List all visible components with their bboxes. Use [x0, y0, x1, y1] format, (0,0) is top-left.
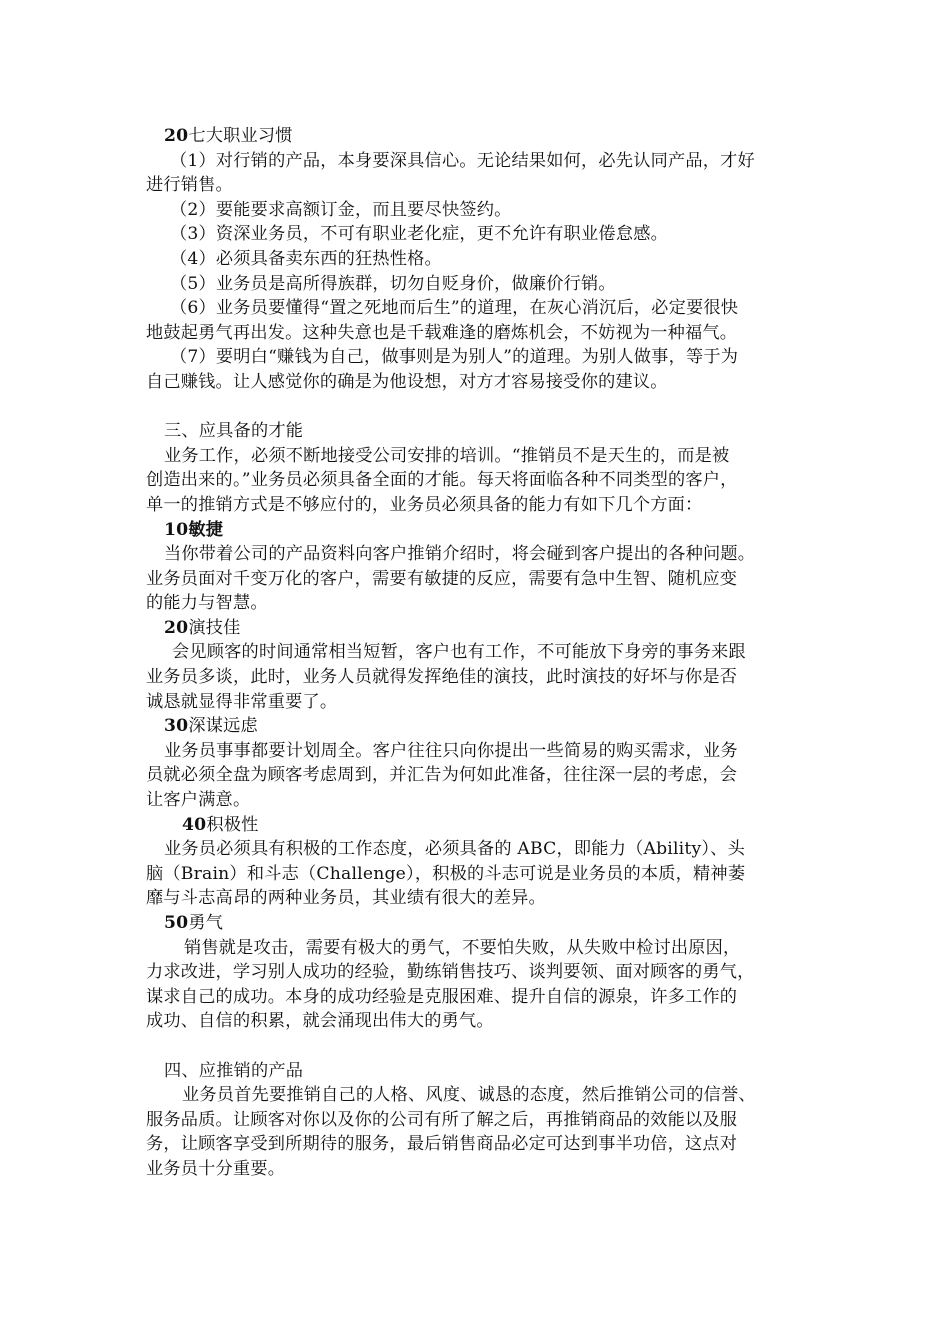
- section-3-intro-line-2: 创造出来的。”业务员必须具备全面的才能。每天将面临各种不同类型的客户，: [146, 470, 738, 491]
- ability-2-line-3: 诚恳就显得非常重要了。: [146, 691, 338, 712]
- habit-6-line-2: 地鼓起勇气再出发。这种失意也是千载难逢的磨炼机会，不妨视为一种福气。: [146, 322, 738, 343]
- section-3-intro-line-1: 业务工作，必须不断地接受公司安排的培训。“推销员不是天生的，而是被: [164, 445, 730, 466]
- habits-heading: [146, 124, 814, 149]
- habit-3: （3）资深业务员，不可有职业老化症，更不允许有职业倦怠感。: [170, 224, 668, 245]
- ability-4-line-1: 业务员必须具有积极的工作态度，必须具备的 ABC，即能力（Ability）、头: [164, 839, 745, 860]
- ability-1-number: 10: [164, 519, 189, 540]
- paragraph-spacer: [146, 1034, 814, 1059]
- ability-1-heading: [146, 518, 814, 543]
- ability-4-number: 40: [182, 814, 207, 835]
- ability-5-line-2: 力求改进，学习别人成功的经验，勤练销售技巧、谈判要领、面对顾客的勇气，: [146, 962, 755, 983]
- section-4-line-3: 务，让顾客享受到所期待的服务，最后销售商品必定可达到事半功倍，这点对: [146, 1134, 738, 1155]
- ability-1-line-3: 的能力与智慧。: [146, 593, 268, 614]
- ability-4-heading: [146, 813, 814, 838]
- habit-7-line-2: 自己赚钱。让人感觉你的确是为他设想，对方才容易接受你的建议。: [146, 371, 668, 392]
- ability-3-line-2: 员就必须全盘为顾客考虑周到，并汇告为何如此准备，往往深一层的考虑，会: [146, 765, 738, 786]
- ability-3-heading: [146, 714, 814, 739]
- document-body: [146, 124, 814, 1182]
- section-4-line-1: 业务员首先要推销自己的人格、风度、诚恳的态度，然后推销公司的信誉、: [182, 1085, 756, 1106]
- ability-2-line-2: 业务员多谈，此时，业务人员就得发挥绝佳的演技，此时演技的好坏与你是否: [146, 667, 738, 688]
- habits-heading-number: 20: [164, 126, 189, 146]
- habit-5: （5）业务员是高所得族群，切勿自贬身价，做廉价行销。: [170, 273, 616, 294]
- section-4-line-2: 服务品质。让顾客对你以及你的公司有所了解之后，再推销商品的效能以及服: [146, 1109, 738, 1130]
- habit-2: （2）要能要求高额订金，而且要尽快签约。: [170, 199, 512, 220]
- ability-5-number: 50: [164, 913, 189, 933]
- ability-4-line-3: 靡与斗志高昂的两种业务员，其业绩有很大的差异。: [146, 888, 546, 909]
- ability-4-line-2: 脑（Brain）和斗志（Challenge），积极的斗志可说是业务员的本质，精神萎: [146, 863, 746, 884]
- habit-7-line-1: （7）要明白“赚钱为自己，做事则是为别人”的道理。为别人做事，等于为: [170, 347, 739, 368]
- section-4-heading: 四、应推销的产品: [164, 1060, 304, 1081]
- ability-2-title: 演技佳: [188, 617, 241, 638]
- ability-5-heading: [146, 911, 814, 936]
- habits-heading-text: 七大职业习惯: [188, 126, 293, 146]
- paragraph-spacer: [146, 395, 814, 420]
- section-3-intro-line-3: 单一的推销方式是不够应付的，业务员必须具备的能力有如下几个方面：: [146, 494, 703, 515]
- ability-3-title: 深谋远虑: [188, 716, 258, 737]
- section-4-line-4: 业务员十分重要。: [146, 1158, 286, 1179]
- ability-1-line-2: 业务员面对千变万化的客户，需要有敏捷的反应，需要有急中生智、随机应变: [146, 568, 738, 589]
- ability-2-line-1: 会见顾客的时间通常相当短暂，客户也有工作，不可能放下身旁的事务来跟: [172, 642, 746, 663]
- ability-3-number: 30: [164, 716, 189, 737]
- ability-3-line-3: 让客户满意。: [146, 790, 251, 811]
- ability-4-title: 积极性: [206, 814, 259, 835]
- ability-5-line-4: 成功、自信的积累，就会涌现出伟大的勇气。: [146, 1011, 494, 1032]
- habit-1-line-2: 进行销售。: [146, 175, 233, 196]
- habit-4: （4）必须具备卖东西的狂热性格。: [170, 248, 442, 269]
- ability-5-title: 勇气: [188, 913, 224, 933]
- ability-5-line-3: 谋求自己的成功。本身的成功经验是克服困难、提升自信的源泉，许多工作的: [146, 986, 738, 1007]
- habit-1-line-1: （1）对行销的产品，本身要深具信心。无论结果如何，必先认同产品，才好: [170, 150, 755, 171]
- ability-3-line-1: 业务员事事都要计划周全。客户往往只向你提出一些简易的购买需求，业务: [164, 740, 738, 761]
- section-3-heading: 三、应具备的才能: [164, 421, 304, 442]
- ability-2-heading: [146, 616, 814, 641]
- ability-1-line-1: 当你带着公司的产品资料向客户推销介绍时，将会碰到客户提出的各种问题。: [164, 544, 756, 565]
- habit-6-line-1: （6）业务员要懂得“置之死地而后生”的道理，在灰心消沉后，必定要很快: [170, 298, 739, 319]
- ability-1-title: 敏捷: [188, 519, 224, 540]
- ability-2-number: 20: [164, 617, 189, 638]
- ability-5-line-1: 销售就是攻击，需要有极大的勇气，不要怕失败，从失败中检讨出原因，: [184, 937, 741, 958]
